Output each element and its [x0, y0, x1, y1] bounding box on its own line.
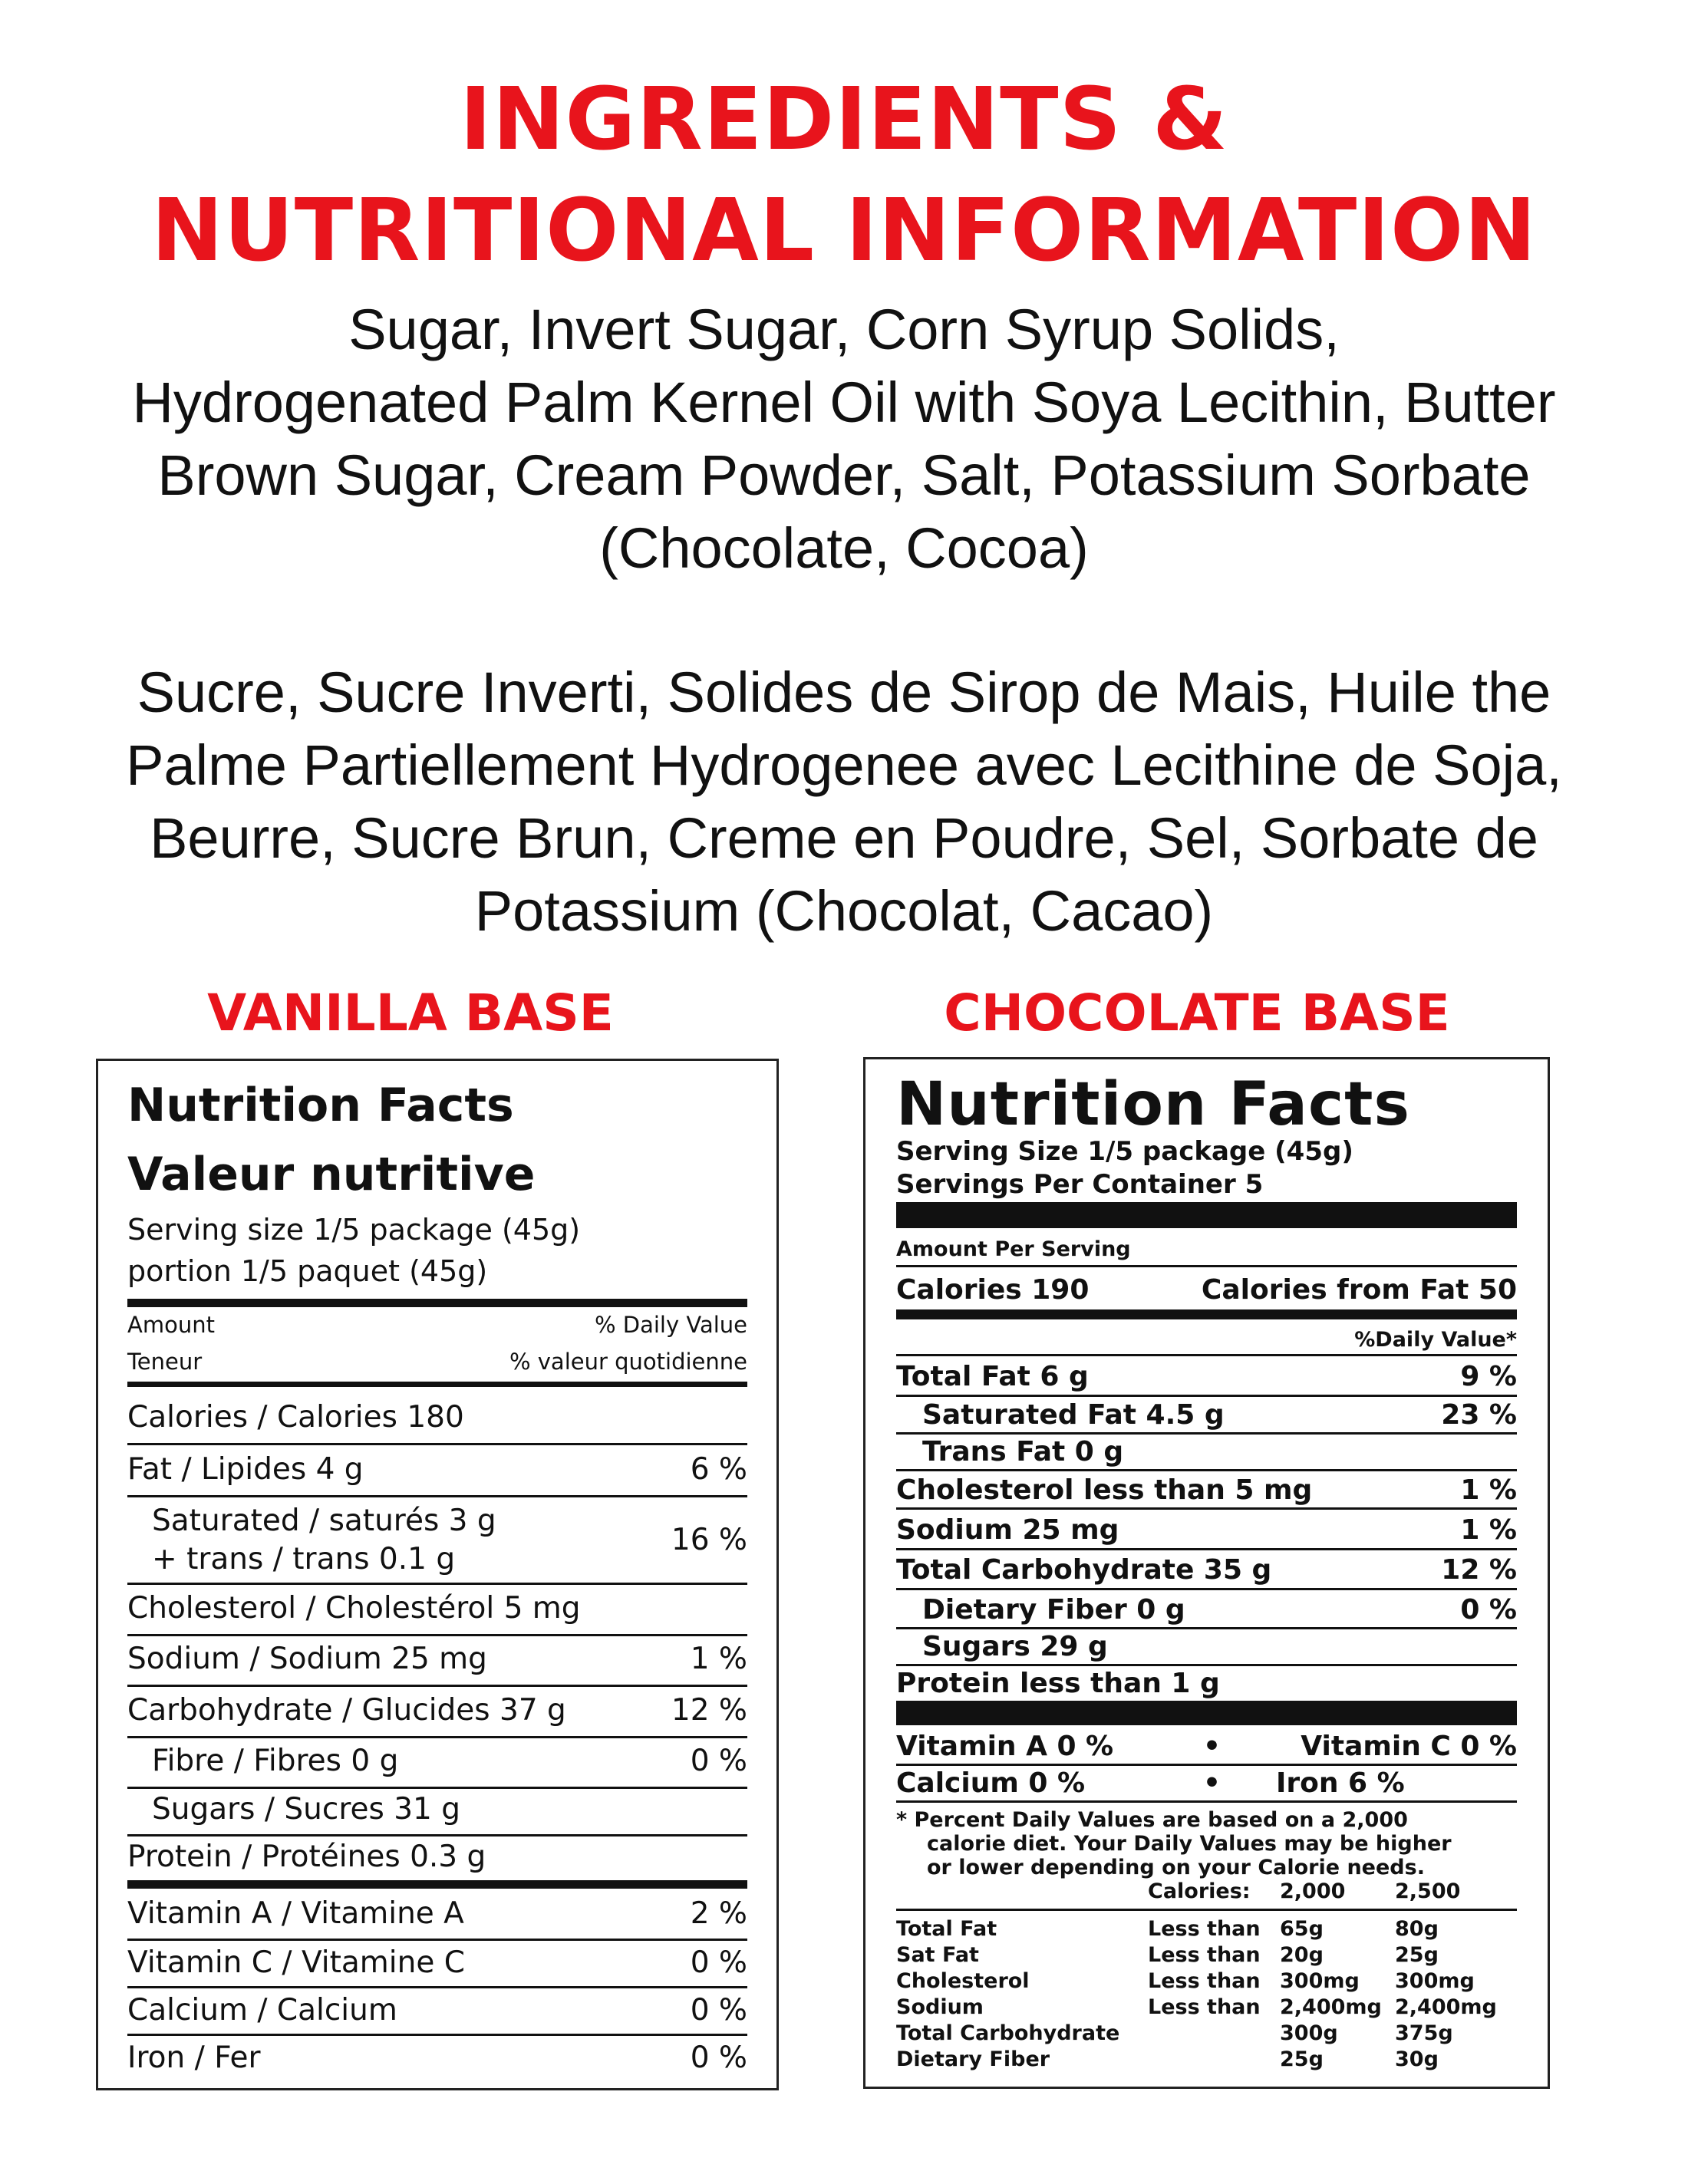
- rule: [896, 1395, 1517, 1397]
- rule: [896, 1909, 1517, 1911]
- footer-cell-cond: Less than: [1148, 1917, 1261, 1941]
- saturated-dv: 16 %: [671, 1523, 747, 1557]
- footer-cell-c2: 300mg: [1395, 1969, 1475, 1993]
- fat-label: Fat / Lipides 4 g: [127, 1452, 364, 1487]
- chocolate-title: Nutrition Facts: [896, 1070, 1410, 1139]
- footer-cell-name: Sodium: [896, 1995, 984, 2019]
- ingredients-line: (Chocolate, Cocoa): [599, 516, 1089, 580]
- iron-dv: 0 %: [690, 2041, 747, 2075]
- protein-label: Protein / Protéines 0.3 g: [127, 1840, 486, 1874]
- footer-cell-name: Total Fat: [896, 1917, 997, 1941]
- fibre-label: Fibre / Fibres 0 g: [152, 1744, 399, 1778]
- rule: [896, 1800, 1517, 1803]
- vanilla-serving-fr: portion 1/5 paquet (45g): [127, 1254, 488, 1288]
- footnote-line: * Percent Daily Values are based on a 2,000: [896, 1808, 1408, 1832]
- rule: [896, 1548, 1517, 1550]
- rule: [896, 1265, 1517, 1267]
- rule: [896, 1432, 1517, 1435]
- rule: [127, 1443, 747, 1445]
- footnote: [896, 1808, 1517, 1879]
- footer-col-2500: 2,500: [1395, 1879, 1461, 1903]
- rule: [127, 1634, 747, 1636]
- footer-cell-c1: 25g: [1280, 2047, 1324, 2071]
- footnote-line: calorie diet. Your Daily Values may be higher: [927, 1832, 1452, 1856]
- chocolate-serving-size: Serving Size 1/5 package (45g): [896, 1136, 1353, 1167]
- medium-rule: [127, 1382, 747, 1387]
- vanilla-base-heading: VANILLA BASE: [207, 983, 614, 1043]
- total-fat-label: Total Fat 6 g: [896, 1361, 1089, 1392]
- footer-cell-cond: Less than: [1148, 1969, 1261, 1993]
- sodium-dv: 1 %: [690, 1642, 747, 1676]
- ingredients-line: Sugar, Invert Sugar, Corn Syrup Solids,: [348, 298, 1340, 361]
- chocolate-nutrition-label: [863, 1057, 1550, 2089]
- thick-rule: [896, 1701, 1517, 1725]
- thick-rule: [896, 1202, 1517, 1228]
- protein-label: Protein less than 1 g: [896, 1668, 1220, 1699]
- rule: [896, 1627, 1517, 1629]
- rule: [127, 1583, 747, 1585]
- vanilla-title-en: Nutrition Facts: [127, 1079, 514, 1132]
- rule: [127, 1939, 747, 1941]
- footer-cell-c2: 2,400mg: [1395, 1995, 1497, 2019]
- dietary-fiber-dv: 0 %: [1460, 1594, 1517, 1626]
- vanilla-serving-en: Serving size 1/5 package (45g): [127, 1213, 581, 1247]
- footer-cell-c1: 2,400mg: [1280, 1995, 1382, 2019]
- footer-cell-cond: Less than: [1148, 1995, 1261, 2019]
- vitamin-c-dv: 0 %: [690, 1945, 747, 1980]
- sugars-label: Sugars / Sucres 31 g: [152, 1792, 460, 1827]
- footer-cell-name: Dietary Fiber: [896, 2047, 1050, 2071]
- page-title-line-1: INGREDIENTS &: [460, 70, 1228, 170]
- rule: [896, 1588, 1517, 1590]
- sugars-label: Sugars 29 g: [922, 1631, 1108, 1662]
- page-title-line-2: NUTRITIONAL INFORMATION: [151, 181, 1537, 281]
- chocolate-base-heading: CHOCOLATE BASE: [944, 983, 1450, 1043]
- footer-cell-name: Total Carbohydrate: [896, 2021, 1120, 2045]
- calcium: Calcium 0 %: [896, 1767, 1086, 1799]
- ingredients-line: Sucre, Sucre Inverti, Solides de Sirop de Mais, Huile the: [137, 660, 1551, 724]
- footer-cell-cond: Less than: [1148, 1943, 1261, 1967]
- ingredients-line: Potassium (Chocolat, Cacao): [474, 879, 1214, 943]
- total-carbohydrate-label: Total Carbohydrate 35 g: [896, 1554, 1272, 1586]
- footer-cell-c1: 20g: [1280, 1943, 1324, 1967]
- footnote-line: or lower depending on your Calorie needs.: [927, 1856, 1425, 1879]
- footer-cell-c2: 375g: [1395, 2021, 1453, 2045]
- fibre-dv: 0 %: [690, 1744, 747, 1778]
- cholesterol-label: Cholesterol / Cholestérol 5 mg: [127, 1591, 581, 1626]
- calories-label: Calories 190: [896, 1274, 1090, 1306]
- rule: [896, 1354, 1517, 1356]
- chocolate-servings-per: Servings Per Container 5: [896, 1169, 1264, 1200]
- rule: [127, 1787, 747, 1789]
- bullet: •: [1203, 1731, 1221, 1762]
- vitamin-a-label: Vitamin A / Vitamine A: [127, 1896, 464, 1931]
- rule: [127, 1685, 747, 1687]
- carbohydrate-dv: 12 %: [671, 1693, 747, 1728]
- calories-row: Calories / Calories 180: [127, 1400, 464, 1435]
- rule: [896, 1664, 1517, 1666]
- iron: Iron 6 %: [1276, 1767, 1405, 1799]
- sodium-label: Sodium / Sodium 25 mg: [127, 1642, 487, 1676]
- saturated-fat-dv: 23 %: [1441, 1399, 1517, 1431]
- thick-rule: [896, 1309, 1517, 1319]
- vanilla-title-fr: Valeur nutritive: [127, 1148, 536, 1201]
- ingredients-french: [46, 656, 1642, 947]
- rule: [896, 1507, 1517, 1510]
- calcium-label: Calcium / Calcium: [127, 1993, 397, 2028]
- rule: [127, 1736, 747, 1738]
- rule: [127, 1834, 747, 1836]
- footer-col-2000: 2,000: [1280, 1879, 1346, 1903]
- total-fat-dv: 9 %: [1460, 1361, 1517, 1392]
- rule: [127, 1986, 747, 1988]
- amount-per-serving: Amount Per Serving: [896, 1237, 1131, 1261]
- cholesterol-dv: 1 %: [1460, 1474, 1517, 1506]
- saturated-fat-label: Saturated Fat 4.5 g: [922, 1399, 1225, 1431]
- sodium-dv: 1 %: [1460, 1514, 1517, 1546]
- ingredients-line: Beurre, Sucre Brun, Creme en Poudre, Sel, Sorbate de: [150, 806, 1538, 870]
- trans-fat-label: Trans Fat 0 g: [922, 1436, 1124, 1468]
- iron-label: Iron / Fer: [127, 2041, 261, 2075]
- thick-rule: [127, 1880, 747, 1889]
- thick-rule: [127, 1299, 747, 1307]
- daily-value-label: % Daily Value: [594, 1312, 747, 1338]
- vitamin-a: Vitamin A 0 %: [896, 1731, 1114, 1762]
- rule: [896, 1469, 1517, 1471]
- footer-cell-c2: 80g: [1395, 1917, 1439, 1941]
- daily-value-header: %Daily Value*: [1354, 1328, 1517, 1352]
- footer-cell-name: Cholesterol: [896, 1969, 1030, 1993]
- dietary-fiber-label: Dietary Fiber 0 g: [922, 1594, 1185, 1626]
- carbohydrate-label: Carbohydrate / Glucides 37 g: [127, 1693, 566, 1728]
- footer-cell-name: Sat Fat: [896, 1943, 979, 1967]
- rule: [127, 2034, 747, 2036]
- vitamin-a-dv: 2 %: [690, 1896, 747, 1931]
- footer-cell-c1: 300mg: [1280, 1969, 1360, 1993]
- rule: [896, 1764, 1517, 1766]
- saturated-label: Saturated / saturés 3 g: [152, 1504, 496, 1538]
- amount-label-fr: Teneur: [127, 1349, 203, 1375]
- ingredients-line: Palme Partiellement Hydrogenee avec Lecithine de Soja,: [126, 733, 1562, 797]
- footer-cell-c1: 65g: [1280, 1917, 1324, 1941]
- rule: [127, 1495, 747, 1497]
- vanilla-nutrition-label: [96, 1059, 779, 2090]
- footer-cell-c2: 25g: [1395, 1943, 1439, 1967]
- footer-cell-c1: 300g: [1280, 2021, 1338, 2045]
- amount-label: Amount: [127, 1312, 215, 1338]
- calories-from-fat: Calories from Fat 50: [1201, 1274, 1517, 1306]
- trans-label: + trans / trans 0.1 g: [152, 1542, 456, 1576]
- vitamin-c-label: Vitamin C / Vitamine C: [127, 1945, 465, 1980]
- cholesterol-label: Cholesterol less than 5 mg: [896, 1474, 1313, 1506]
- bullet: •: [1203, 1767, 1221, 1799]
- sodium-label: Sodium 25 mg: [896, 1514, 1119, 1546]
- ingredients-english: [46, 293, 1642, 585]
- ingredients-line: Brown Sugar, Cream Powder, Salt, Potassium Sorbate: [157, 443, 1531, 507]
- vitamin-c: Vitamin C 0 %: [1301, 1731, 1517, 1762]
- calcium-dv: 0 %: [690, 1993, 747, 2028]
- fat-dv: 6 %: [690, 1452, 747, 1487]
- total-carbohydrate-dv: 12 %: [1441, 1554, 1517, 1586]
- footer-calories-label: Calories:: [1148, 1879, 1251, 1903]
- footer-cell-c2: 30g: [1395, 2047, 1439, 2071]
- ingredients-line: Hydrogenated Palm Kernel Oil with Soya Lecithin, Butter: [132, 371, 1556, 434]
- daily-value-label-fr: % valeur quotidienne: [509, 1349, 747, 1375]
